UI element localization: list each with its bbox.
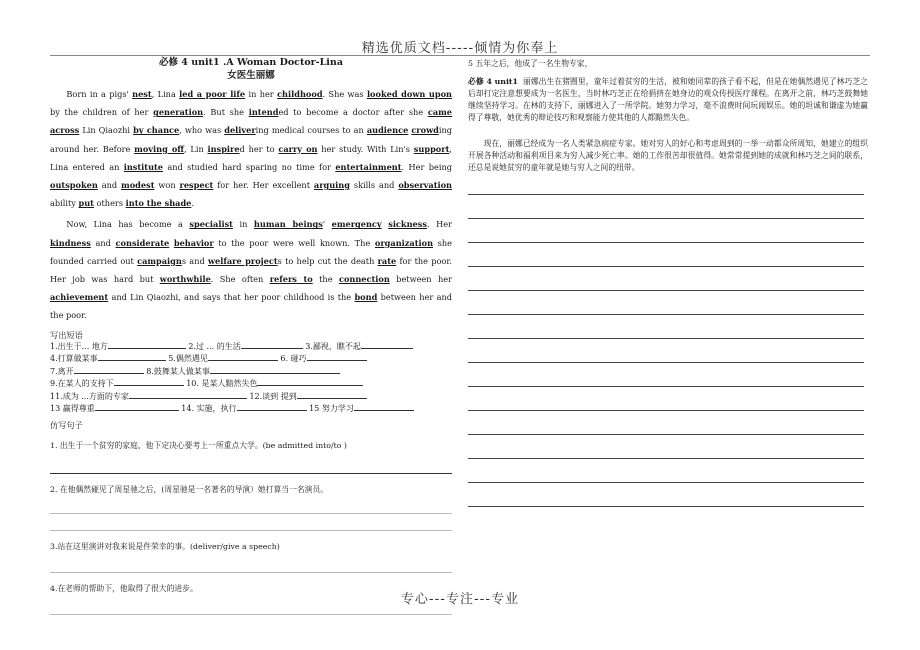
answer-blank[interactable] xyxy=(210,365,340,374)
answer-line[interactable] xyxy=(468,458,864,459)
translation-question: 4.在老师的帮助下，他取得了很大的进步。 xyxy=(50,583,198,593)
translation-question: 3.站在这里演讲对我来说是件荣幸的事。(deliver/give a speech) xyxy=(50,541,280,551)
answer-line[interactable] xyxy=(50,473,452,474)
answer-line[interactable] xyxy=(468,218,864,219)
passage-paragraph-1: Born in a pigs' nest, Lina led a poor life in her childhood. She was looked down upon by the children of her generation. But she intended to become a doctor after she came across Lin Qiaozhi by chance, who was delivering medical courses to an audience crowding around her. Before moving off, Lin inspired her to carry on her study. With Lin's support, Lina entered an institute and studied hard sparing no time for entertainment. Her being outspoken and modest won respect for her. Her excellent arguing skills and observation ability put others into the shade. xyxy=(50,89,453,209)
passage-paragraph-2: Now, Lina has become a specialist in human beings' emergency sickness. Her kindness and considerate behavior to the poor were well known. The organization she founded carried out campaigns and welfare projects to help cut the death rate for the poor. Her job was hard but worthwhile. She often refers to the connection between her achievement and Lin Qiaozhi, and says that her poor childhood is the bond between her and the poor. xyxy=(50,219,452,321)
answer-line[interactable] xyxy=(468,506,864,507)
phrase-item: 3.鄙视，瞧不起 xyxy=(305,341,361,351)
phrase-item: 13 赢得尊重 xyxy=(50,404,95,414)
writing-lines xyxy=(468,194,868,507)
answer-line[interactable] xyxy=(468,362,864,363)
page-footer: 专心---专注---专业 xyxy=(400,592,520,607)
phrase-item: 6. 碰巧 xyxy=(280,354,307,364)
answer-line[interactable] xyxy=(468,194,864,195)
phrase-row xyxy=(50,390,452,403)
answer-blank[interactable] xyxy=(74,365,144,374)
phrase-item: 4.打算做某事 xyxy=(50,354,98,364)
answer-blank[interactable] xyxy=(297,390,367,399)
answer-line[interactable] xyxy=(50,530,452,531)
answer-line[interactable] xyxy=(468,242,864,243)
phrases-heading: 写出短语 xyxy=(50,329,83,340)
unit-label: 必修 4 unit1 xyxy=(468,77,518,86)
answer-line[interactable] xyxy=(468,386,864,387)
phrase-row xyxy=(50,377,452,390)
chinese-paragraph-1 xyxy=(468,76,868,124)
answer-blank[interactable] xyxy=(354,402,414,411)
answer-blank[interactable] xyxy=(237,402,307,411)
answer-blank[interactable] xyxy=(108,340,186,349)
phrase-item: 2.过 ... 的生活 xyxy=(188,341,241,351)
chinese-paragraph-1-text: 丽娜出生在猪圈里，童年过着贫穷的生活，被和她同辈的孩子看不起，但是在她偶然遇见了林巧芝之后却打定注意想要成为一名医生，当时林巧芝正在给捐挤在她身边的观众传授医疗课程。在离开之前，林巧芝鼓舞她继续坚持学习。在林的支持下，丽娜进入了一所学院。她努力学习，毫不浪费时间玩闹娱乐。她的坦诚和谦虚为她赢得了尊敬，她优秀的辩论技巧和观察能力使其他的人都黯然失色。 xyxy=(468,77,868,122)
translation-question: 1. 出生于一个贫穷的家庭，他下定决心要考上一所重点大学。(be admitted into/to ) xyxy=(50,440,347,450)
sentences-heading: 仿写句子 xyxy=(50,419,83,430)
answer-line[interactable] xyxy=(50,572,452,573)
phrase-row xyxy=(50,365,452,378)
answer-blank[interactable] xyxy=(307,352,367,361)
answer-line[interactable] xyxy=(468,314,864,315)
translation-question: 2. 在他偶然碰见了周星驰之后，(周星驰是一名著名的导演）她打算当一名演员。 xyxy=(50,484,329,494)
sentence-5: 5 五年之后，他成了一名生物专家， xyxy=(468,59,593,68)
answer-line[interactable] xyxy=(468,338,864,339)
phrase-item: 11.成为 ...方面的专家 xyxy=(50,391,129,401)
phrase-item: 15 努力学习 xyxy=(309,404,354,414)
phrase-item: 7.离开 xyxy=(50,366,74,376)
lesson-title: 必修 4 unit1 .A Woman Doctor-Lina xyxy=(159,57,343,68)
answer-line[interactable] xyxy=(50,513,452,514)
phrase-row xyxy=(50,352,452,365)
left-column xyxy=(50,56,452,615)
phrase-row xyxy=(50,340,452,353)
answer-line[interactable] xyxy=(50,614,452,615)
answer-line[interactable] xyxy=(468,482,864,483)
answer-blank[interactable] xyxy=(129,390,247,399)
phrase-item: 1.出生于... 地方 xyxy=(50,341,108,351)
answer-blank[interactable] xyxy=(257,377,363,386)
answer-blank[interactable] xyxy=(114,377,184,386)
phrase-item: 5.偶然遇见 xyxy=(168,354,208,364)
answer-blank[interactable] xyxy=(241,340,303,349)
phrase-item: 9.在某人的支持下 xyxy=(50,379,114,389)
phrase-item: 12.谈到 提到 xyxy=(249,391,297,401)
answer-line[interactable] xyxy=(468,410,864,411)
phrase-item: 10. 是某人黯然失色 xyxy=(186,379,258,389)
answer-line[interactable] xyxy=(468,290,864,291)
answer-blank[interactable] xyxy=(361,340,413,349)
phrase-item: 8.鼓舞某人做某事 xyxy=(146,366,210,376)
phrase-row xyxy=(50,402,452,415)
answer-line[interactable] xyxy=(468,434,864,435)
lesson-subtitle: 女医生丽娜 xyxy=(227,70,275,81)
right-column xyxy=(468,58,868,507)
answer-blank[interactable] xyxy=(208,352,278,361)
chinese-paragraph-2: 现在，丽娜已经成为一名人类紧急病症专家。她对穷人的好心和考虑周到的一举一动都众所周知，她建立的组织开展各种活动和福利项目来为穷人减少死亡率。她的工作很苦却很值得。她常常提到她的成就和林巧芝之间的联系，还总是说她贫穷的童年就是她与穷人之间的纽带。 xyxy=(468,139,868,172)
answer-blank[interactable] xyxy=(95,402,179,411)
answer-line[interactable] xyxy=(468,266,864,267)
answer-blank[interactable] xyxy=(98,352,166,361)
page-header: 精选优质文档-----倾情为你奉上 xyxy=(361,41,559,56)
phrase-item: 14. 实施，执行 xyxy=(181,404,237,414)
